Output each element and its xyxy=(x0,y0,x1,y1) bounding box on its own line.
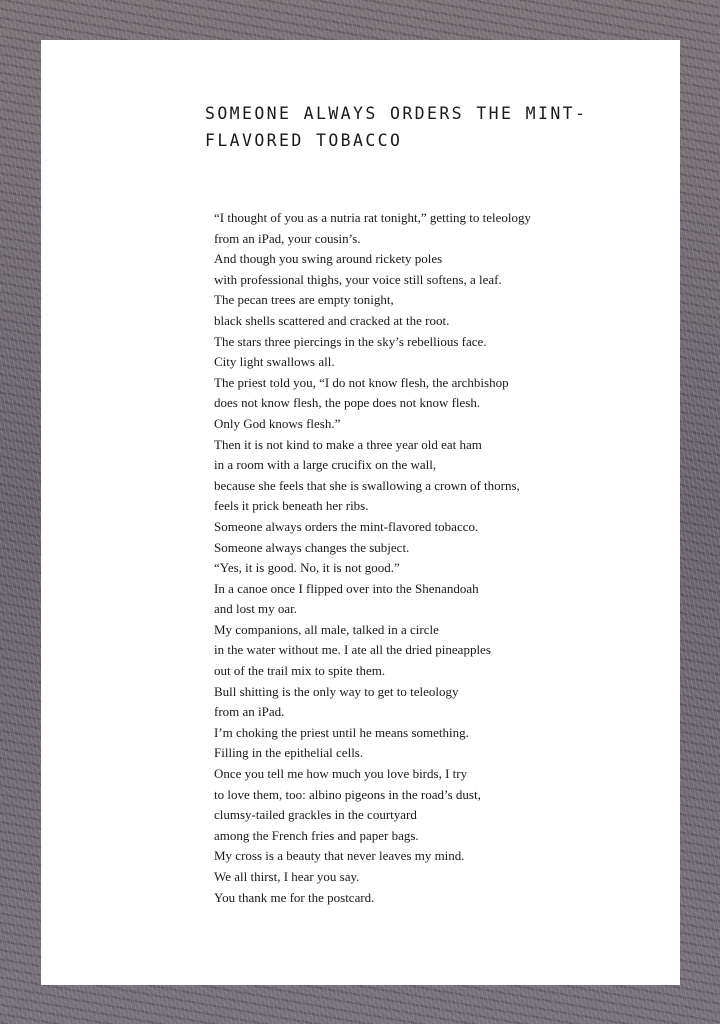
poem-line: Bull shitting is the only way to get to teleology xyxy=(214,683,459,699)
poem-title-line: SOMEONE ALWAYS ORDERS THE MINT- xyxy=(205,104,588,123)
poem-page xyxy=(41,40,680,985)
poem-line: Then it is not kind to make a three year old eat ham xyxy=(214,436,482,452)
poem-line: I’m choking the priest until he means something. xyxy=(214,724,469,740)
poem-line: Once you tell me how much you love birds, I try xyxy=(214,766,468,782)
poem-line: Filling in the epithelial cells. xyxy=(214,745,364,761)
poem-line: among the French fries and paper bags. xyxy=(214,827,419,843)
poem-body xyxy=(214,208,634,908)
poem-line: from an iPad, your cousin’s. xyxy=(214,230,361,246)
poem-line: My companions, all male, talked in a circle xyxy=(214,621,439,637)
poem-line: to love them, too: albino pigeons in the road’s dust, xyxy=(214,786,481,802)
poem-line: feels it prick beneath her ribs. xyxy=(214,498,369,514)
poem-line: in the water without me. I ate all the dried pineapples xyxy=(214,642,491,658)
poem-line: clumsy-tailed grackles in the courtyard xyxy=(214,807,417,823)
poem-line: because she feels that she is swallowing a crown of thorns, xyxy=(214,477,520,493)
poem-line: in a room with a large crucifix on the wall, xyxy=(214,457,437,473)
poem-line: “I thought of you as a nutria rat tonight,” getting to teleology xyxy=(214,210,531,225)
poem-line: You thank me for the postcard. xyxy=(214,889,375,905)
poem-line: My cross is a beauty that never leaves my mind. xyxy=(214,848,465,864)
poem-line: City light swallows all. xyxy=(214,354,335,370)
poem-line: with professional thighs, your voice still softens, a leaf. xyxy=(214,271,502,287)
poem-title xyxy=(205,100,625,154)
poem-line: Someone always orders the mint-flavored tobacco. xyxy=(214,518,479,534)
poem-line: out of the trail mix to spite them. xyxy=(214,663,386,679)
poem-line: The priest told you, “I do not know flesh, the archbishop xyxy=(214,374,509,390)
poem-line: Only God knows flesh.” xyxy=(214,415,341,431)
poem-line: and lost my oar. xyxy=(214,601,298,617)
poem-line: We all thirst, I hear you say. xyxy=(214,869,360,884)
poem-line: And though you swing around rickety poles xyxy=(214,251,443,267)
poem-line: from an iPad. xyxy=(214,704,285,720)
poem-line: In a canoe once I flipped over into the Shenandoah xyxy=(214,580,479,596)
poem-line: The stars three piercings in the sky’s rebellious face. xyxy=(214,333,487,349)
poem-title-line: FLAVORED TOBACCO xyxy=(205,131,403,150)
poem-line: The pecan trees are empty tonight, xyxy=(214,292,394,308)
poem-line: Someone always changes the subject. xyxy=(214,539,410,555)
poem-line: “Yes, it is good. No, it is not good.” xyxy=(214,560,400,576)
poem-line: black shells scattered and cracked at the root. xyxy=(214,312,450,328)
poem-line: does not know flesh, the pope does not know flesh. xyxy=(214,395,481,411)
